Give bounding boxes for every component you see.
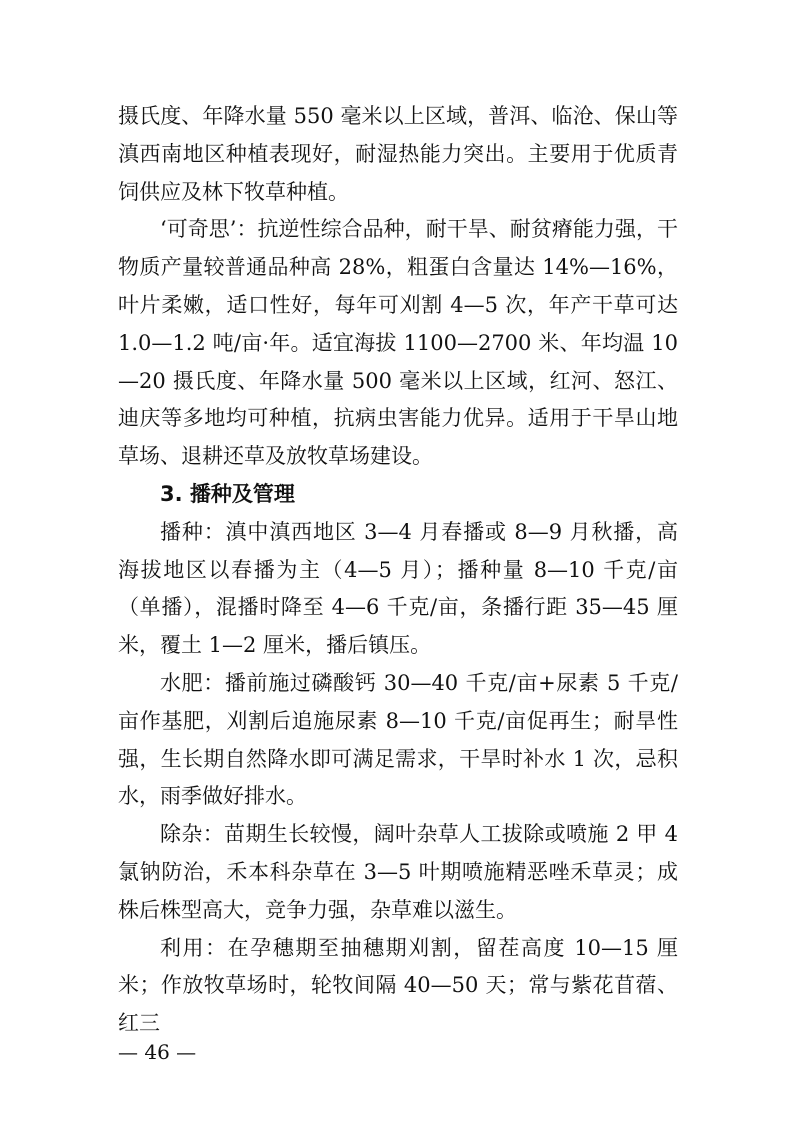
paragraph-sowing: 播种：滇中滇西地区 3—4 月春播或 8—9 月秋播，高海拔地区以春播为主（4—5 月）；播种量 8—10 千克/亩（单播），混播时降至 4—6 千克/亩，条播行距 35—45 厘米，覆土 1—2 厘米，播后镇压。 — [118, 519, 678, 658]
paragraph-variety-keqisi: ‘可奇思’：抗逆性综合品种，耐干旱、耐贫瘠能力强，干物质产量较普通品种高 28%，粗蛋白含量达 14%—16%，叶片柔嫩，适口性好，每年可刈割 4—5 次，年产干草可达 1.0—1.2 吨/亩·年。适宜海拔 1100—2700 米、年均温 10—20 摄氏度、年降水量 500 毫米以上区域，红河、怒江、迪庆等多地均可种植，抗病虫害能力优异。适用于干旱山地草场、退耕还草及放牧草场建设。 — [118, 217, 679, 469]
page-number: — 46 — — [118, 1040, 197, 1064]
paragraph-weed-control: 除杂：苗期生长较慢，阔叶杂草人工拔除或喷施 2 甲 4 氯钠防治，禾本科杂草在 3—5 叶期喷施精恶唑禾草灵；成株后株型高大，竞争力强，杂草难以滋生。 — [118, 822, 678, 922]
document-body — [118, 98, 678, 1043]
paragraph-continuation: 摄氏度、年降水量 550 毫米以上区域，普洱、临沧、保山等滇西南地区种植表现好，耐湿热能力突出。主要用于优质青饲供应及林下牧草种植。 — [118, 104, 678, 204]
paragraph-water-fertilizer: 水肥：播前施过磷酸钙 30—40 千克/亩+尿素 5 千克/亩作基肥，刈割后追施尿素 8—10 千克/亩促再生；耐旱性强，生长期自然降水即可满足需求，干旱时补水 1 次，忌积水，雨季做好排水。 — [118, 670, 678, 809]
section-heading: 3. 播种及管理 — [160, 481, 295, 506]
paragraph-utilization: 利用：在孕穗期至抽穗期刈割，留茬高度 10—15 厘米；作放牧草场时，轮牧间隔 40—50 天；常与紫花苜蓿、红三 — [118, 935, 678, 1036]
